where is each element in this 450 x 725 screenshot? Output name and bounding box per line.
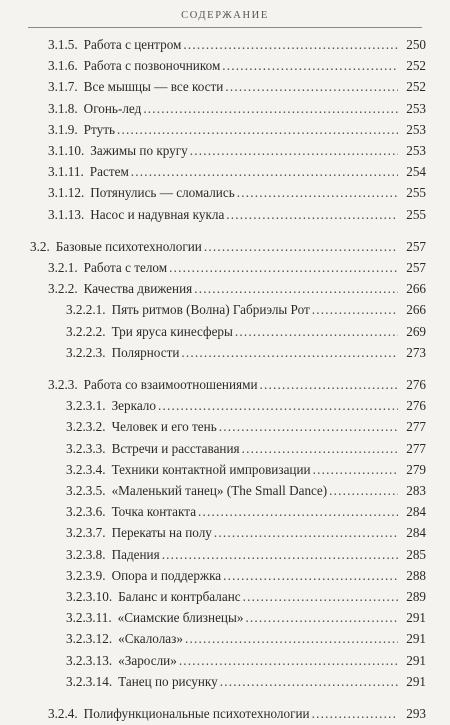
toc-entry-page-number: 273 xyxy=(406,345,426,360)
toc-entry-title: Зажимы по кругу xyxy=(90,143,188,158)
toc-entry-page-number: 277 xyxy=(406,441,426,456)
dot-leader xyxy=(312,703,398,725)
toc-entry xyxy=(0,459,450,481)
dot-leader xyxy=(190,140,398,162)
toc-entry-page-number: 283 xyxy=(406,483,426,498)
toc-entry xyxy=(0,628,450,650)
toc-entry-number: 3.2.3.9. xyxy=(66,568,106,583)
toc-entry-number: 3.1.10. xyxy=(48,143,85,158)
running-head: СОДЕРЖАНИЕ xyxy=(181,10,269,21)
dot-leader xyxy=(219,416,398,438)
dot-leader xyxy=(222,55,398,77)
dot-leader xyxy=(214,522,398,544)
toc-entry-title: Насос и надувная кукла xyxy=(90,207,225,222)
toc-entry-page-number: 269 xyxy=(406,324,426,339)
toc-entry xyxy=(0,416,450,438)
toc-entry-number: 3.2.3.11. xyxy=(66,610,112,625)
toc-entry-number: 3.1.7. xyxy=(48,79,78,94)
toc-entry-page-number: 257 xyxy=(406,260,426,275)
toc-entry-title: Три яруса кинесферы xyxy=(111,324,233,339)
toc-entry-page-number: 266 xyxy=(406,281,426,296)
toc-entry-number: 3.2.3.14. xyxy=(66,674,113,689)
toc-entry-title: Человек и его тень xyxy=(111,419,217,434)
toc-entry-page-number: 285 xyxy=(406,547,426,562)
toc-entry-title: Зеркало xyxy=(111,398,156,413)
toc-entry xyxy=(0,34,450,56)
toc-entry-title: «Скалолаз» xyxy=(118,631,183,646)
dot-leader xyxy=(313,459,398,481)
toc-entry-title: Встречи и расставания xyxy=(111,441,240,456)
toc-entry-title: Базовые психотехнологии xyxy=(55,239,202,254)
toc-entry-number: 3.2.2. xyxy=(48,281,78,296)
toc-entry xyxy=(0,299,450,321)
toc-entry-number: 3.2.3.5. xyxy=(66,483,106,498)
toc-entry xyxy=(0,438,450,460)
toc-entry xyxy=(0,140,450,162)
toc-entry xyxy=(0,544,450,566)
toc-entry-number: 3.2.3.1. xyxy=(66,398,106,413)
toc-entry-title: Все мышцы — все кости xyxy=(83,79,224,94)
toc-entry-title: Работа с телом xyxy=(83,260,168,275)
toc-entry-number: 3.1.11. xyxy=(48,164,84,179)
toc-entry xyxy=(0,55,450,77)
toc-entry-title: Огонь-лед xyxy=(83,101,142,116)
toc-entry-title: «Заросли» xyxy=(118,653,177,668)
toc-entry-page-number: 291 xyxy=(406,653,426,668)
toc-entry-number: 3.2.3.8. xyxy=(66,547,106,562)
toc-entry-page-number: 266 xyxy=(406,302,426,317)
toc-entry-title: Полифункциональные психотехнологии xyxy=(83,706,310,721)
toc-entry-title: Ртуть xyxy=(83,122,115,137)
dot-leader xyxy=(183,34,398,56)
toc-entry-page-number: 254 xyxy=(406,164,426,179)
dot-leader xyxy=(131,161,398,183)
toc-entry-page-number: 255 xyxy=(406,185,426,200)
dot-leader xyxy=(194,278,398,300)
toc-entry-title: Техники контактной импровизации xyxy=(111,462,311,477)
toc-entry-number: 3.2.1. xyxy=(48,260,78,275)
dot-leader xyxy=(237,182,398,204)
toc-entry-page-number: 277 xyxy=(406,419,426,434)
toc-entry-page-number: 284 xyxy=(406,525,426,540)
toc-entry-title: Полярности xyxy=(111,345,180,360)
toc-entry xyxy=(0,98,450,120)
toc-entry xyxy=(0,161,450,183)
toc-entry-page-number: 288 xyxy=(406,568,426,583)
toc-entry xyxy=(0,480,450,502)
toc-entry-number: 3.2.2.1. xyxy=(66,302,106,317)
toc-entry-page-number: 276 xyxy=(406,377,426,392)
dot-leader xyxy=(223,565,398,587)
dot-leader xyxy=(143,98,398,120)
dot-leader xyxy=(198,501,398,523)
toc-entry-title: Танец по рисунку xyxy=(118,674,218,689)
toc-entry-title: Качества движения xyxy=(83,281,193,296)
toc-entry-number: 3.2.2.3. xyxy=(66,345,106,360)
toc-entry xyxy=(0,257,450,279)
toc-entry-title: Опора и поддержка xyxy=(111,568,222,583)
toc-entry-number: 3.2.3.10. xyxy=(66,589,113,604)
toc-entry-page-number: 253 xyxy=(406,101,426,116)
dot-leader xyxy=(185,628,398,650)
toc-entry xyxy=(0,501,450,523)
toc-entry-number: 3.2.3.3. xyxy=(66,441,106,456)
toc-entry-title: «Маленький танец» (The Small Dance) xyxy=(111,483,328,498)
toc-entry-page-number: 255 xyxy=(406,207,426,222)
dot-leader xyxy=(312,299,398,321)
toc-entry-number: 3.2. xyxy=(30,239,50,254)
toc-entry-title: Работа со взаимоотношениями xyxy=(83,377,258,392)
dot-leader xyxy=(204,236,398,258)
toc-entry xyxy=(0,374,450,396)
toc-entry-title: Перекаты на полу xyxy=(111,525,212,540)
header-rule xyxy=(28,27,422,28)
toc-entry-page-number: 276 xyxy=(406,398,426,413)
toc-entry-page-number: 257 xyxy=(406,239,426,254)
toc-entry-page-number: 279 xyxy=(406,462,426,477)
toc-entry-number: 3.1.5. xyxy=(48,37,78,52)
dot-leader xyxy=(158,395,398,417)
toc-entry xyxy=(0,342,450,364)
toc-entry xyxy=(0,607,450,629)
toc-entry-page-number: 253 xyxy=(406,143,426,158)
toc-entry-number: 3.1.9. xyxy=(48,122,78,137)
toc-entry-title: «Сиамские близнецы» xyxy=(117,610,244,625)
toc-entry-number: 3.2.3. xyxy=(48,377,78,392)
toc-entry-number: 3.1.6. xyxy=(48,58,78,73)
toc-entry-number: 3.2.3.4. xyxy=(66,462,106,477)
dot-leader xyxy=(226,204,398,226)
toc-entry-title: Баланс и контрбаланс xyxy=(118,589,241,604)
toc-entry-number: 3.2.3.13. xyxy=(66,653,113,668)
toc-entry xyxy=(0,236,450,258)
toc-entry xyxy=(0,586,450,608)
toc-entry-title: Потянулись — сломались xyxy=(90,185,235,200)
toc-entry-number: 3.2.4. xyxy=(48,706,78,721)
toc-entry-page-number: 252 xyxy=(406,58,426,73)
toc-entry-title: Точка контакта xyxy=(111,504,197,519)
toc-entry-page-number: 289 xyxy=(406,589,426,604)
toc-entry xyxy=(0,76,450,98)
toc-entry-page-number: 250 xyxy=(406,37,426,52)
dot-leader xyxy=(243,586,398,608)
dot-leader xyxy=(179,650,398,672)
dot-leader xyxy=(245,607,398,629)
toc-entry-title: Пять ритмов (Волна) Габриэлы Рот xyxy=(111,302,310,317)
dot-leader xyxy=(162,544,398,566)
toc-entry-page-number: 253 xyxy=(406,122,426,137)
toc-entry xyxy=(0,278,450,300)
toc-entry xyxy=(0,395,450,417)
toc-entry xyxy=(0,321,450,343)
dot-leader xyxy=(181,342,398,364)
dot-leader xyxy=(225,76,398,98)
toc-entry-number: 3.2.2.2. xyxy=(66,324,106,339)
dot-leader xyxy=(235,321,398,343)
toc-entry xyxy=(0,650,450,672)
toc-entry-number: 3.1.12. xyxy=(48,185,85,200)
toc-entry-title: Работа с центром xyxy=(83,37,182,52)
toc-entry-number: 3.2.3.7. xyxy=(66,525,106,540)
toc-entry-page-number: 291 xyxy=(406,674,426,689)
toc-entry xyxy=(0,119,450,141)
toc-entry xyxy=(0,565,450,587)
dot-leader xyxy=(169,257,398,279)
toc-entry-title: Растем xyxy=(89,164,129,179)
toc-entry-page-number: 293 xyxy=(406,706,426,721)
toc-entry-number: 3.1.13. xyxy=(48,207,85,222)
toc-entry xyxy=(0,522,450,544)
dot-leader xyxy=(329,480,398,502)
toc-entry-number: 3.1.8. xyxy=(48,101,78,116)
toc-entry-number: 3.2.3.12. xyxy=(66,631,113,646)
toc-entry-page-number: 252 xyxy=(406,79,426,94)
dot-leader xyxy=(260,374,398,396)
toc-entry-number: 3.2.3.6. xyxy=(66,504,106,519)
toc-entry xyxy=(0,182,450,204)
toc-entry-page-number: 291 xyxy=(406,631,426,646)
toc-entry-title: Падения xyxy=(111,547,160,562)
toc-entry-page-number: 291 xyxy=(406,610,426,625)
toc-entry-title: Работа с позвоночником xyxy=(83,58,221,73)
toc-entry-number: 3.2.3.2. xyxy=(66,419,106,434)
toc-entry xyxy=(0,204,450,226)
dot-leader xyxy=(117,119,398,141)
toc-entry xyxy=(0,703,450,725)
toc-entry-page-number: 284 xyxy=(406,504,426,519)
dot-leader xyxy=(242,438,398,460)
